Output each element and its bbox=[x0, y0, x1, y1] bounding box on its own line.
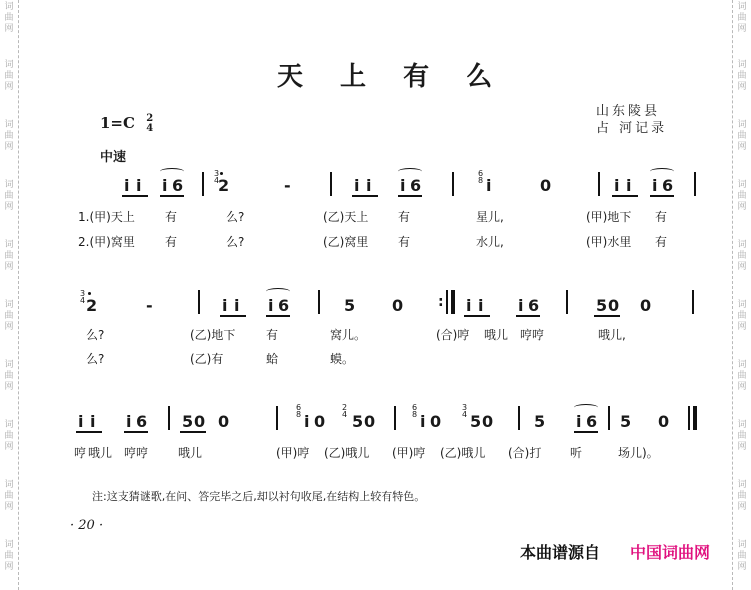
watermark-text: 词曲网 bbox=[4, 60, 14, 92]
lyric: 有 bbox=[655, 210, 668, 224]
barline bbox=[168, 406, 170, 430]
beat-underline bbox=[464, 315, 490, 317]
barline bbox=[598, 172, 600, 196]
note: i bbox=[420, 412, 426, 431]
lyric: 哦儿 bbox=[484, 328, 509, 342]
lyric: 水儿, bbox=[476, 235, 504, 249]
right-watermark-strip bbox=[732, 0, 751, 590]
note: 0 bbox=[364, 412, 376, 431]
dash: - bbox=[146, 296, 153, 315]
beat-underline bbox=[352, 195, 378, 197]
lyric: (乙)哦儿 bbox=[324, 446, 370, 460]
note: i bbox=[136, 176, 142, 195]
watermark-text: 词曲网 bbox=[737, 420, 747, 452]
lyric: 听 bbox=[570, 446, 583, 460]
note: 0 bbox=[640, 296, 652, 315]
barline bbox=[318, 290, 320, 314]
lyric: (甲)哼 bbox=[276, 446, 310, 460]
lyric: 哦儿, bbox=[598, 328, 626, 342]
slur bbox=[160, 168, 184, 175]
lyric: 星儿, bbox=[476, 210, 504, 224]
watermark-text: 词曲网 bbox=[4, 540, 14, 572]
note: i bbox=[478, 296, 484, 315]
barline bbox=[566, 290, 568, 314]
lyric: 有 bbox=[165, 210, 178, 224]
beat-underline bbox=[160, 195, 184, 197]
note: i bbox=[126, 412, 132, 431]
lyric: 蟆。 bbox=[330, 352, 355, 366]
lyric: 有 bbox=[398, 210, 411, 224]
note: 2 bbox=[86, 296, 98, 315]
lyric: (乙)窝里 bbox=[323, 235, 369, 249]
note: 0 bbox=[540, 176, 552, 195]
lyric: 哼哼 bbox=[124, 446, 149, 460]
watermark-text: 词曲网 bbox=[737, 360, 747, 392]
lyric: (乙)天上 bbox=[323, 210, 369, 224]
beat-underline bbox=[76, 431, 102, 433]
note: 0 bbox=[658, 412, 670, 431]
watermark-text: 词曲网 bbox=[737, 480, 747, 512]
repeat-sign: : bbox=[438, 294, 444, 310]
barline bbox=[276, 406, 278, 430]
note: 6 bbox=[410, 176, 422, 195]
lyric: 有 bbox=[165, 235, 178, 249]
final-barline bbox=[693, 406, 697, 430]
left-watermark-strip bbox=[0, 0, 19, 590]
barline bbox=[608, 406, 610, 430]
note: i bbox=[626, 176, 632, 195]
watermark-text: 词曲网 bbox=[4, 120, 14, 152]
lyric: (合)打 bbox=[508, 446, 542, 460]
note: 0 bbox=[430, 412, 442, 431]
slur bbox=[650, 168, 674, 175]
source-site-link[interactable]: 中国词曲网 bbox=[630, 543, 711, 562]
note: 5 bbox=[534, 412, 546, 431]
beat-underline bbox=[122, 195, 148, 197]
note: i bbox=[466, 296, 472, 315]
meter-change: 6 8 bbox=[412, 403, 418, 419]
barline bbox=[452, 172, 454, 196]
lyric: 哦儿 bbox=[178, 446, 203, 460]
barline bbox=[198, 290, 200, 314]
note: 0 bbox=[194, 412, 206, 431]
note: 6 bbox=[172, 176, 184, 195]
note: 6 bbox=[136, 412, 148, 431]
watermark-text: 词曲网 bbox=[737, 180, 747, 212]
watermark-text: 词曲网 bbox=[4, 2, 14, 34]
octave-dot bbox=[88, 292, 91, 295]
note: i bbox=[486, 176, 492, 195]
octave-dot bbox=[220, 172, 223, 175]
note: i bbox=[304, 412, 310, 431]
note: i bbox=[518, 296, 524, 315]
lyric: 窝儿。 bbox=[330, 328, 367, 342]
watermark-text: 词曲网 bbox=[737, 2, 747, 34]
lyric: (乙)有 bbox=[190, 352, 224, 366]
meter-change: 3 4 bbox=[462, 403, 468, 419]
note: i bbox=[222, 296, 228, 315]
source-prefix: 本曲谱源自 bbox=[520, 543, 601, 562]
beat-underline bbox=[574, 431, 598, 433]
barline bbox=[688, 406, 690, 430]
note: 0 bbox=[482, 412, 494, 431]
beat-underline bbox=[594, 315, 620, 317]
note: i bbox=[614, 176, 620, 195]
slur bbox=[574, 404, 598, 411]
lyric: 哦儿 bbox=[88, 446, 113, 460]
watermark-text: 词曲网 bbox=[4, 240, 14, 272]
watermark-text: 词曲网 bbox=[4, 360, 14, 392]
beat-underline bbox=[180, 431, 206, 433]
beat-underline bbox=[516, 315, 540, 317]
lyric: 么? bbox=[226, 210, 245, 224]
barline bbox=[330, 172, 332, 196]
watermark-text: 词曲网 bbox=[4, 480, 14, 512]
note: i bbox=[124, 176, 130, 195]
lyric: (甲)地下 bbox=[586, 210, 632, 224]
note: i bbox=[400, 176, 406, 195]
tempo-marking: 中速 bbox=[100, 150, 127, 165]
barline bbox=[446, 290, 448, 314]
note: i bbox=[90, 412, 96, 431]
note: 5 bbox=[596, 296, 608, 315]
watermark-text: 词曲网 bbox=[737, 240, 747, 272]
note: i bbox=[354, 176, 360, 195]
beat-underline bbox=[612, 195, 638, 197]
barline bbox=[394, 406, 396, 430]
note: 0 bbox=[314, 412, 326, 431]
lyric: 有 bbox=[655, 235, 668, 249]
note: 5 bbox=[352, 412, 364, 431]
barline bbox=[518, 406, 520, 430]
note: 5 bbox=[344, 296, 356, 315]
lyric: 哼哼 bbox=[520, 328, 545, 342]
note: 0 bbox=[392, 296, 404, 315]
lyric: 哼 bbox=[74, 446, 87, 460]
key-signature bbox=[100, 114, 153, 134]
lyric: (甲)哼 bbox=[392, 446, 426, 460]
source-line-2: 占 河记录 bbox=[596, 121, 668, 136]
watermark-text: 词曲网 bbox=[737, 120, 747, 152]
note: 2 bbox=[218, 176, 230, 195]
lyric: 有 bbox=[266, 328, 279, 342]
note: 0 bbox=[218, 412, 230, 431]
footnote: 注:这支猜谜歌,在问、答完毕之后,却以衬句收尾,在结构上较有特色。 bbox=[92, 490, 426, 503]
note: i bbox=[162, 176, 168, 195]
lyric: 2.(甲)窝里 bbox=[78, 235, 135, 249]
note: i bbox=[268, 296, 274, 315]
lyric: 场儿)。 bbox=[618, 446, 659, 460]
lyric: (乙)地下 bbox=[190, 328, 236, 342]
note: i bbox=[366, 176, 372, 195]
watermark-text: 词曲网 bbox=[4, 300, 14, 332]
lyric: (甲)水里 bbox=[586, 235, 632, 249]
key-text: 1=C bbox=[100, 114, 135, 132]
note: 6 bbox=[528, 296, 540, 315]
lyric: 有 bbox=[398, 235, 411, 249]
repeat-barline bbox=[451, 290, 455, 314]
lyric: 1.(甲)天上 bbox=[78, 210, 135, 224]
note: 5 bbox=[182, 412, 194, 431]
lyric: 么? bbox=[86, 352, 105, 366]
song-title: 天 上 有 么 bbox=[277, 62, 507, 92]
note: 6 bbox=[278, 296, 290, 315]
note: i bbox=[78, 412, 84, 431]
note: i bbox=[576, 412, 582, 431]
meter-change: 2 4 bbox=[342, 403, 348, 419]
meter-change: 3 4 bbox=[80, 289, 86, 305]
page-number: · 20 · bbox=[70, 518, 104, 533]
note: i bbox=[652, 176, 658, 195]
lyric: 蛤 bbox=[266, 352, 279, 366]
note: 5 bbox=[470, 412, 482, 431]
slur bbox=[398, 168, 422, 175]
lyric: 么? bbox=[226, 235, 245, 249]
beat-underline bbox=[124, 431, 148, 433]
meter-change: 6 8 bbox=[478, 169, 484, 185]
beat-underline bbox=[650, 195, 674, 197]
note: i bbox=[234, 296, 240, 315]
watermark-text: 词曲网 bbox=[737, 60, 747, 92]
note: 6 bbox=[662, 176, 674, 195]
source-line-1: 山东陵县 bbox=[596, 104, 661, 119]
dash: - bbox=[284, 176, 291, 195]
watermark-text: 词曲网 bbox=[737, 540, 747, 572]
watermark-text: 词曲网 bbox=[4, 420, 14, 452]
meter-change: 6 8 bbox=[296, 403, 302, 419]
source-credit bbox=[596, 103, 667, 137]
lyric: 么? bbox=[86, 328, 105, 342]
watermark-text: 词曲网 bbox=[4, 180, 14, 212]
time-signature: 2 4 bbox=[146, 113, 154, 134]
barline bbox=[202, 172, 204, 196]
beat-underline bbox=[220, 315, 246, 317]
watermark-text: 词曲网 bbox=[737, 300, 747, 332]
note: 6 bbox=[586, 412, 598, 431]
slur bbox=[266, 288, 290, 295]
lyric: (乙)哦儿 bbox=[440, 446, 486, 460]
barline bbox=[692, 290, 694, 314]
note: 0 bbox=[608, 296, 620, 315]
meter-change: 3 4 bbox=[214, 169, 220, 185]
note: 5 bbox=[620, 412, 632, 431]
lyric: (合)哼 bbox=[436, 328, 470, 342]
barline bbox=[694, 172, 696, 196]
beat-underline bbox=[266, 315, 290, 317]
beat-underline bbox=[398, 195, 422, 197]
